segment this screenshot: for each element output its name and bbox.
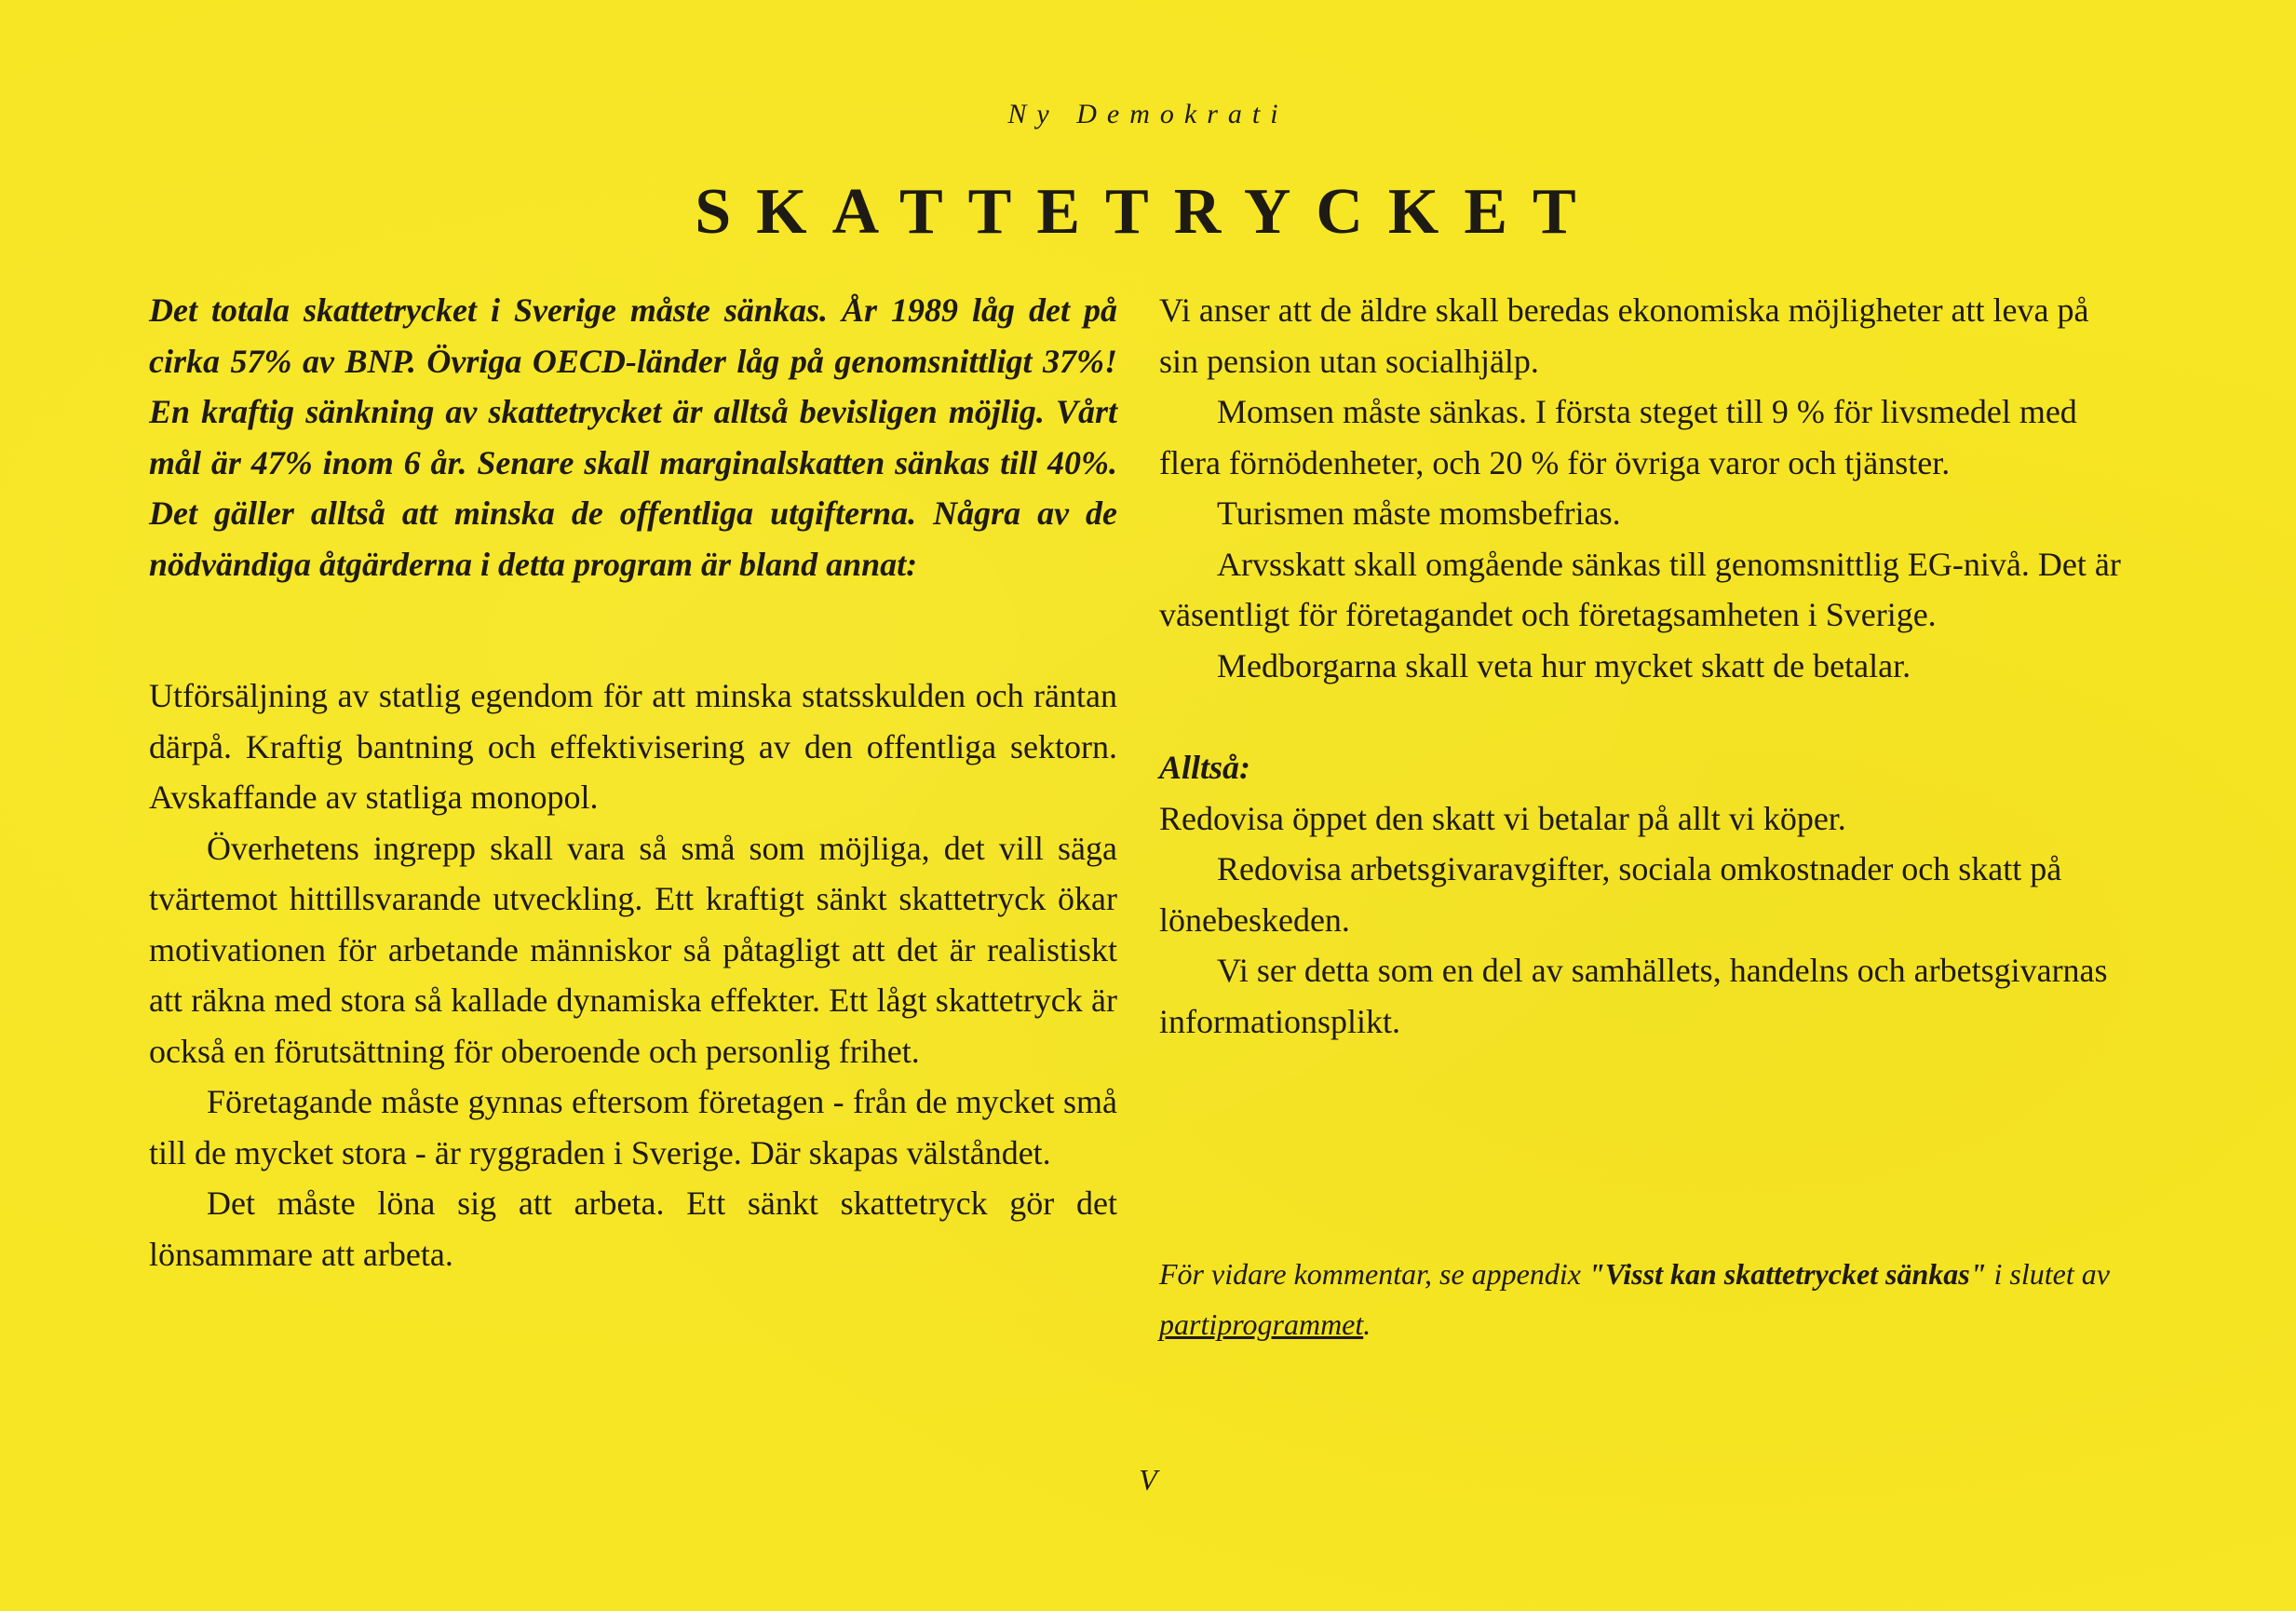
body-paragraph: Turismen måste momsbefrias.	[1217, 494, 1621, 532]
appendix-footnote	[1159, 1249, 2132, 1349]
right-column	[1159, 285, 2132, 1349]
body-paragraph: Redovisa öppet den skatt vi betalar på allt vi köper.	[1159, 799, 1846, 837]
partiprogram-link: partiprogrammet	[1159, 1307, 1364, 1341]
body-paragraph: Överhetens ingrepp skall vara så små som möjliga, det vill säga tvärtemot hittillsvarande utveckling. Ett kraftigt sänkt skattetryck ökar motivationen för arbetande människor så påtagligt att det är realistiskt att räkna med stora så kallade dynamiska effekter. Ett lågt skattetryck är också en förutsättning för oberoende och personlig frihet.	[149, 829, 1117, 1070]
body-paragraph: Momsen måste sänkas. I första steget till 9 % för livsmedel med flera förnödenheter, och 20 % för övriga varor och tjänster.	[1159, 393, 2077, 481]
body-paragraph: Det måste löna sig att arbeta. Ett sänkt skattetryck gör det lönsammare att arbeta.	[149, 1185, 1117, 1273]
body-paragraph: Redovisa arbetsgivaravgifter, sociala omkostnader och skatt på lönebeskeden.	[1159, 850, 2062, 939]
body-paragraph: Utförsäljning av statlig egendom för att minska statsskulden och räntan därpå. Kraftig bantning och effektivisering av den offentliga sektorn. Avskaffande av statliga monopol.	[149, 677, 1117, 816]
body-paragraph: Medborgarna skall veta hur mycket skatt de betalar.	[1217, 646, 1911, 684]
body-paragraph: Arvsskatt skall omgående sänkas till genomsnittlig EG-nivå. Det är väsentligt för företagandet och företagsamheten i Sverige.	[1159, 545, 2121, 633]
left-column	[149, 285, 1117, 1279]
footnote-prefix: För vidare kommentar, se appendix	[1159, 1257, 1588, 1291]
page-number: V	[1139, 1463, 1157, 1496]
footnote-middle: i slutet av	[1986, 1257, 2110, 1291]
brand-header: Ny Demokrati	[1007, 99, 1289, 129]
body-paragraph: Vi ser detta som en del av samhällets, handelns och arbetsgivarnas informationsplikt.	[1159, 952, 2108, 1040]
section-heading: Alltså:	[1159, 749, 1251, 786]
body-paragraph: Företagande måste gynnas eftersom företagen - från de mycket små till de mycket stora - är ryggraden i Sverige. Där skapas välståndet.	[149, 1083, 1117, 1171]
body-paragraph: Vi anser att de äldre skall beredas ekonomiska möjligheter att leva på sin pension utan socialhjälp.	[1159, 291, 2089, 380]
lead-paragraph: Det totala skattetrycket i Sverige måste sänkas. År 1989 låg det på cirka 57% av BNP. Övriga OECD-länder låg på genomsnittligt 37%! En kraftig sänkning av skattetrycket är alltså bevisligen möjlig. Vårt mål är 47% inom 6 år. Senare skall marginalskatten sänkas till 40%. Det gäller alltså att minska de offentliga utgifterna. Några av de nödvändiga åtgärderna i detta program är bland annat:	[149, 291, 1117, 583]
page-title: SKATTETRYCKET	[695, 176, 1601, 248]
appendix-title: "Visst kan skattetrycket sänkas"	[1587, 1257, 1987, 1291]
footnote-suffix: .	[1363, 1307, 1371, 1341]
